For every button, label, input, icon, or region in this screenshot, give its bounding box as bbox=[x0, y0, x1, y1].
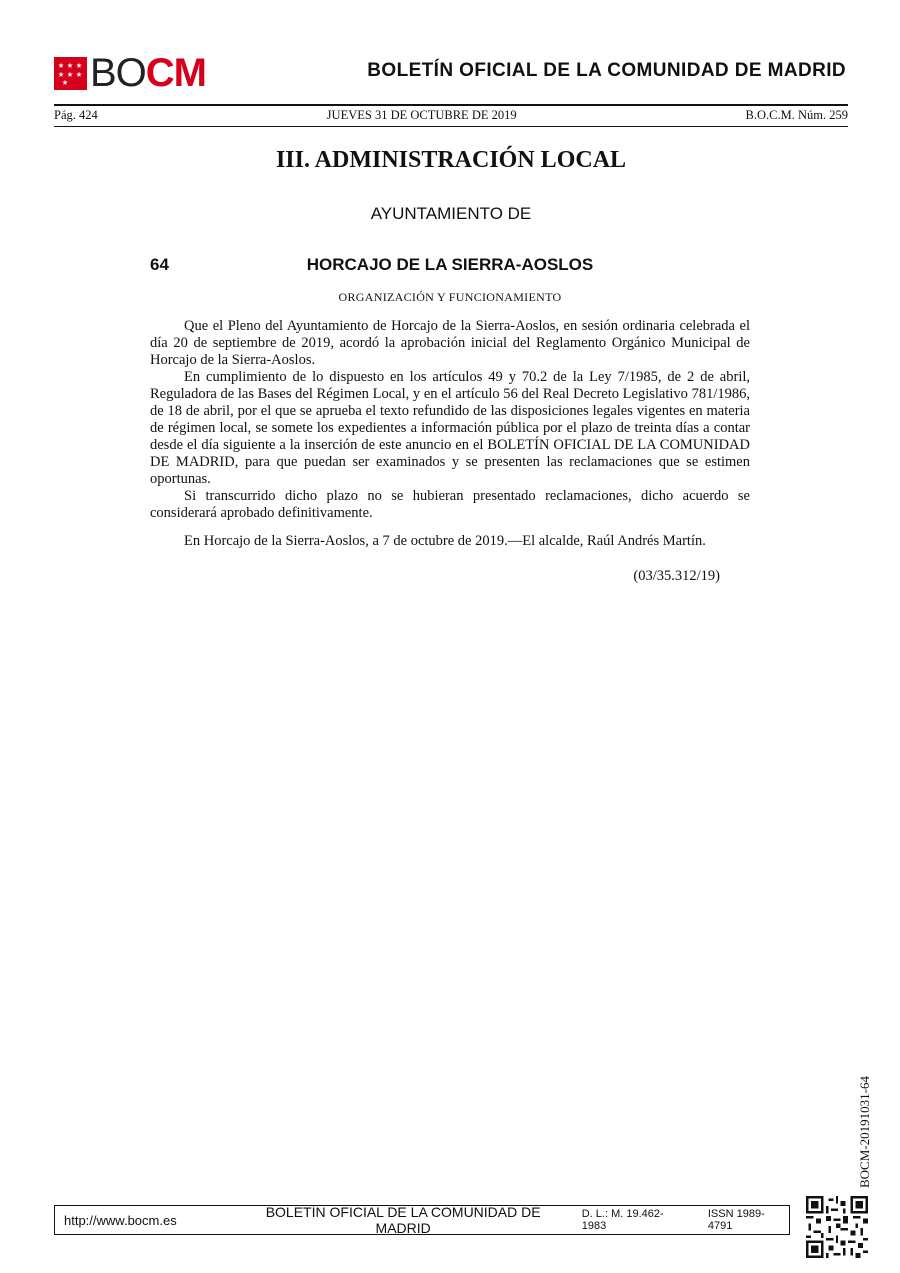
section-title: III. ADMINISTRACIÓN LOCAL bbox=[275, 147, 627, 173]
qr-code-icon bbox=[806, 1196, 868, 1258]
footer-legal-deposit: D. L.: M. 19.462-1983 bbox=[581, 1208, 664, 1232]
header-rule-bottom bbox=[54, 126, 848, 127]
madrid-flag-stars-icon bbox=[54, 57, 87, 90]
header-rule-top bbox=[54, 104, 848, 106]
header-title: BOLETÍN OFICIAL DE LA COMUNIDAD DE MADRID bbox=[367, 60, 846, 81]
entity-type: AYUNTAMIENTO DE bbox=[370, 204, 532, 223]
document-side-code: BOCM-20191031-64 bbox=[857, 1076, 872, 1188]
announcement-body bbox=[150, 318, 750, 550]
body-paragraph: Que el Pleno del Ayuntamiento de Horcajo de la Sierra-Aoslos, en sesión ordinaria celebrada el día 20 de septiembre de 2019, acordó la aprobación inicial del Reglamento Orgánico Municipal de Horcajo de la Sierra-Aoslos. bbox=[150, 318, 750, 368]
header-meta-row bbox=[54, 108, 848, 123]
page-number: Pág. 424 bbox=[54, 108, 98, 122]
bocm-logo bbox=[54, 51, 207, 95]
footer-title: BOLETÍN OFICIAL DE LA COMUNIDAD DE MADRID bbox=[265, 1204, 541, 1236]
logo-text: BOCM bbox=[90, 51, 207, 95]
footer-issn: ISSN 1989-4791 bbox=[707, 1208, 765, 1232]
signature-paragraph: En Horcajo de la Sierra-Aoslos, a 7 de octubre de 2019.—El alcalde, Raúl Andrés Martín. bbox=[184, 533, 706, 549]
body-paragraph: Si transcurrido dicho plazo no se hubieran presentado reclamaciones, dicho acuerdo se considerará aprobado definitivamente. bbox=[150, 488, 750, 521]
announcement-subject: ORGANIZACIÓN Y FUNCIONAMIENTO bbox=[338, 290, 562, 304]
entity-name: HORCAJO DE LA SIERRA-AOSLOS bbox=[306, 255, 594, 274]
footer-url-link[interactable]: http://www.bocm.es bbox=[64, 1212, 177, 1228]
issue-date: JUEVES 31 DE OCTUBRE DE 2019 bbox=[326, 108, 517, 122]
footer-bar bbox=[54, 1205, 790, 1235]
reference-code: (03/35.312/19) bbox=[633, 568, 720, 584]
body-paragraph: En cumplimiento de lo dispuesto en los artículos 49 y 70.2 de la Ley 7/1985, de 2 de abril, Reguladora de las Bases del Régimen Local, y en el artículo 56 del Real Decreto Legislativo 781/1986, de 18 de abril, por el que se aprueba el texto refundido de las disposiciones legales vigentes en materia de régimen local, se somete los expedientes a información pública por el plazo de treinta días a contar desde el día siguiente a la inserción de este anuncio en el BOLETÍN OFICIAL DE LA COMUNIDAD DE MADRID, para que puedan ser examinados y se presenten las reclamaciones que se estimen oportunas. bbox=[150, 369, 750, 487]
issue-number: B.O.C.M. Núm. 259 bbox=[745, 108, 848, 122]
entry-number: 64 bbox=[150, 255, 169, 274]
